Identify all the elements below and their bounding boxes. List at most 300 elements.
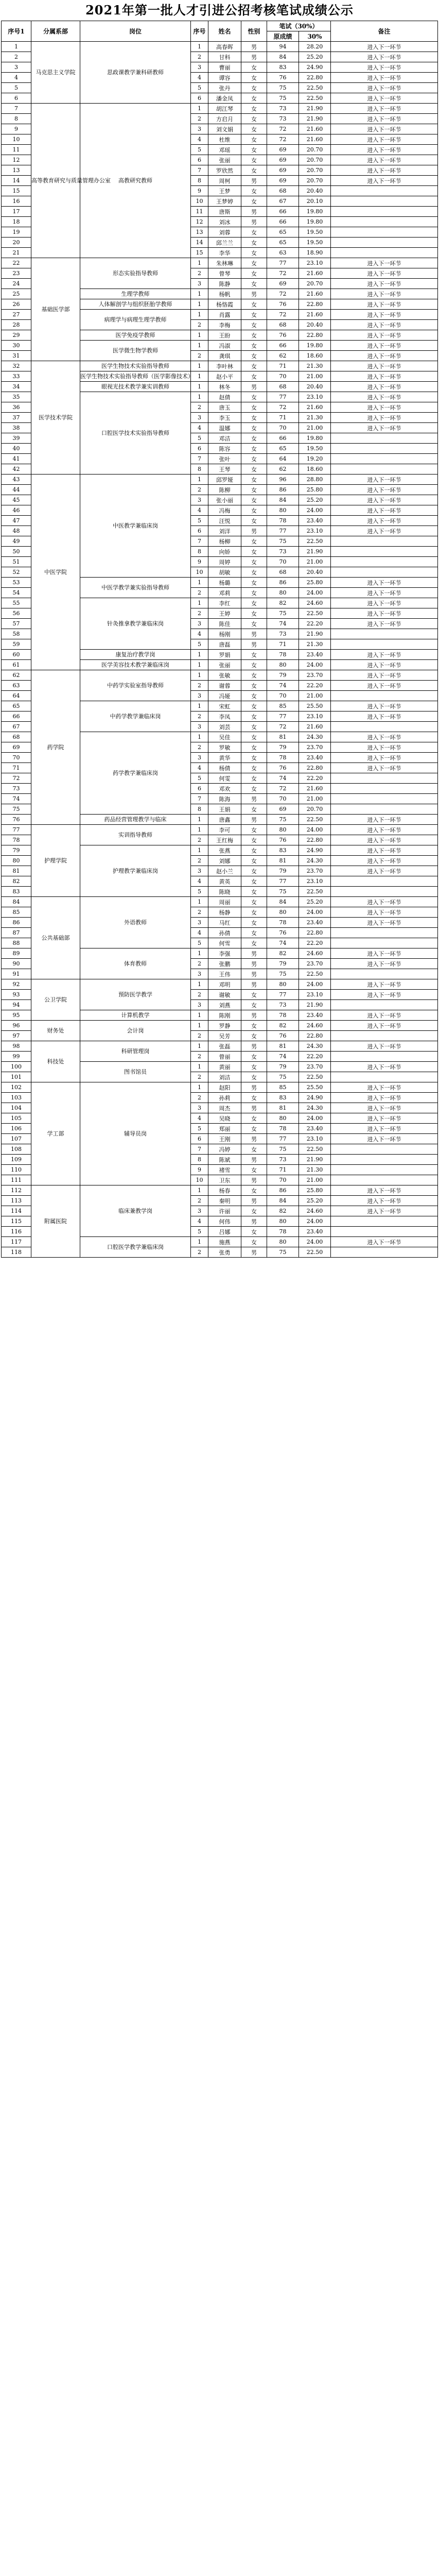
weighted-cell: 20.40: [299, 567, 331, 578]
weighted-cell: 21.00: [299, 423, 331, 433]
name-cell: 胡敏: [208, 567, 241, 578]
result-cell: 进入下一环节: [331, 485, 438, 495]
score-cell: 94: [267, 42, 299, 52]
name-cell: 李强: [208, 948, 241, 959]
score-cell: 75: [267, 887, 299, 897]
name-cell: 冯娅: [208, 691, 241, 701]
score-cell: 74: [267, 773, 299, 784]
name-cell: 王婷: [208, 608, 241, 619]
sex-cell: 男: [241, 289, 267, 299]
row-seq-cell: 100: [2, 1062, 31, 1072]
post-seq-cell: 15: [191, 248, 208, 258]
row-seq-cell: 26: [2, 299, 31, 310]
weighted-cell: 24.00: [299, 505, 331, 516]
weighted-cell: 21.60: [299, 289, 331, 299]
sex-cell: 女: [241, 73, 267, 83]
sex-cell: 女: [241, 155, 267, 165]
name-cell: 张小丽: [208, 495, 241, 505]
score-cell: 83: [267, 845, 299, 856]
weighted-cell: 21.60: [299, 134, 331, 145]
sex-cell: 女: [241, 742, 267, 753]
weighted-cell: 24.00: [299, 1113, 331, 1124]
sex-cell: 女: [241, 464, 267, 474]
post-seq-cell: 7: [191, 794, 208, 804]
weighted-cell: 24.60: [299, 948, 331, 959]
result-cell: 进入下一环节: [331, 124, 438, 134]
sex-cell: 女: [241, 711, 267, 722]
post-cell: 预防医学教学: [80, 979, 191, 1010]
post-cell: 形态实验指导教师: [80, 258, 191, 289]
post-seq-cell: 1: [191, 474, 208, 485]
header-dept: 分属系部: [31, 21, 80, 42]
result-cell: [331, 536, 438, 547]
result-cell: 进入下一环节: [331, 619, 438, 629]
score-cell: 73: [267, 629, 299, 639]
post-seq-cell: 1: [191, 845, 208, 856]
row-seq-cell: 115: [2, 1216, 31, 1227]
name-cell: 赵小平: [208, 371, 241, 382]
score-cell: 71: [267, 361, 299, 371]
score-cell: 80: [267, 588, 299, 598]
result-cell: [331, 186, 438, 196]
row-seq-cell: 19: [2, 227, 31, 238]
post-cell: 会计岗: [80, 1021, 191, 1041]
score-cell: 73: [267, 104, 299, 114]
weighted-cell: 21.30: [299, 413, 331, 423]
weighted-cell: 22.50: [299, 1072, 331, 1082]
row-seq-cell: 66: [2, 711, 31, 722]
weighted-cell: 21.90: [299, 547, 331, 557]
name-cell: 何雯: [208, 773, 241, 784]
row-seq-cell: 64: [2, 691, 31, 701]
score-cell: 80: [267, 1237, 299, 1247]
post-seq-cell: 4: [191, 134, 208, 145]
post-cell: 图书馆员: [80, 1062, 191, 1082]
row-seq-cell: 81: [2, 866, 31, 876]
sex-cell: 女: [241, 238, 267, 248]
sex-cell: 女: [241, 722, 267, 732]
score-cell: 80: [267, 505, 299, 516]
score-cell: 77: [267, 526, 299, 536]
post-seq-cell: 5: [191, 516, 208, 526]
post-seq-cell: 2: [191, 835, 208, 845]
sex-cell: 女: [241, 392, 267, 402]
sex-cell: 女: [241, 93, 267, 104]
row-seq-cell: 71: [2, 763, 31, 773]
score-cell: 78: [267, 650, 299, 660]
row-seq-cell: 90: [2, 959, 31, 969]
post-cell: 外语教师: [80, 897, 191, 948]
post-seq-cell: 5: [191, 938, 208, 948]
sex-cell: 男: [241, 1041, 267, 1052]
weighted-cell: 23.40: [299, 650, 331, 660]
post-seq-cell: 1: [191, 732, 208, 742]
score-cell: 70: [267, 794, 299, 804]
post-cell: 计算机教学: [80, 1010, 191, 1021]
row-seq-cell: 27: [2, 310, 31, 320]
name-cell: 秦明: [208, 1196, 241, 1206]
sex-cell: 女: [241, 660, 267, 670]
post-seq-cell: 1: [191, 701, 208, 711]
name-cell: 黄丽: [208, 1062, 241, 1072]
name-cell: 邓莉: [208, 588, 241, 598]
row-seq-cell: 56: [2, 608, 31, 619]
row-seq-cell: 82: [2, 876, 31, 887]
post-seq-cell: 2: [191, 485, 208, 495]
weighted-cell: 24.30: [299, 1103, 331, 1113]
result-cell: [331, 629, 438, 639]
sex-cell: 女: [241, 258, 267, 268]
table-row: [2, 1185, 438, 1196]
score-cell: 82: [267, 598, 299, 608]
result-cell: [331, 1155, 438, 1165]
row-seq-cell: 52: [2, 567, 31, 578]
sex-cell: 女: [241, 516, 267, 526]
name-cell: 杨倩: [208, 763, 241, 773]
sex-cell: 女: [241, 505, 267, 516]
weighted-cell: 21.90: [299, 1000, 331, 1010]
result-cell: [331, 1000, 438, 1010]
sex-cell: 女: [241, 578, 267, 588]
score-cell: 72: [267, 402, 299, 413]
result-cell: 进入下一环节: [331, 93, 438, 104]
row-seq-cell: 49: [2, 536, 31, 547]
row-seq-cell: 62: [2, 670, 31, 681]
result-cell: 进入下一环节: [331, 83, 438, 93]
row-seq-cell: 48: [2, 526, 31, 536]
name-cell: 潘金凤: [208, 93, 241, 104]
score-cell: 75: [267, 93, 299, 104]
result-cell: 进入下一环节: [331, 608, 438, 619]
name-cell: 冯淑: [208, 341, 241, 351]
post-seq-cell: 3: [191, 969, 208, 979]
post-seq-cell: 1: [191, 979, 208, 990]
result-cell: 进入下一环节: [331, 516, 438, 526]
sex-cell: 女: [241, 619, 267, 629]
weighted-cell: 22.50: [299, 536, 331, 547]
post-cell: 医学美容技术教学兼临床岗: [80, 660, 191, 670]
result-cell: 进入下一环节: [331, 145, 438, 155]
weighted-cell: 25.20: [299, 897, 331, 907]
post-cell: 康复治疗教学岗: [80, 650, 191, 660]
row-seq-cell: 104: [2, 1103, 31, 1113]
row-seq-cell: 11: [2, 145, 31, 155]
name-cell: 吴芳: [208, 1031, 241, 1041]
post-seq-cell: 2: [191, 856, 208, 866]
dept-cell: 公共基础部: [31, 897, 80, 979]
weighted-cell: 22.20: [299, 619, 331, 629]
row-seq-cell: 46: [2, 505, 31, 516]
result-cell: [331, 1031, 438, 1041]
row-seq-cell: 92: [2, 979, 31, 990]
row-seq-cell: 80: [2, 856, 31, 866]
row-seq-cell: 114: [2, 1206, 31, 1216]
sex-cell: 女: [241, 454, 267, 464]
table-row: [2, 258, 438, 268]
name-cell: 温娜: [208, 423, 241, 433]
score-cell: 69: [267, 279, 299, 289]
result-cell: 进入下一环节: [331, 1093, 438, 1103]
score-cell: 80: [267, 907, 299, 918]
result-cell: 进入下一环节: [331, 176, 438, 186]
score-cell: 71: [267, 1165, 299, 1175]
score-cell: 78: [267, 1124, 299, 1134]
sex-cell: 女: [241, 330, 267, 341]
weighted-cell: 21.60: [299, 722, 331, 732]
result-cell: 进入下一环节: [331, 155, 438, 165]
name-cell: 谭容: [208, 73, 241, 83]
result-cell: [331, 1072, 438, 1082]
post-seq-cell: 1: [191, 382, 208, 392]
post-seq-cell: 1: [191, 258, 208, 268]
row-seq-cell: 35: [2, 392, 31, 402]
post-seq-cell: 2: [191, 1196, 208, 1206]
score-cell: 74: [267, 938, 299, 948]
result-cell: 进入下一环节: [331, 361, 438, 371]
post-seq-cell: 2: [191, 742, 208, 753]
post-seq-cell: 5: [191, 1124, 208, 1134]
weighted-cell: 21.60: [299, 784, 331, 794]
row-seq-cell: 42: [2, 464, 31, 474]
name-cell: 李红: [208, 598, 241, 608]
row-seq-cell: 78: [2, 835, 31, 845]
sex-cell: 女: [241, 1000, 267, 1010]
weighted-cell: 22.80: [299, 928, 331, 938]
row-seq-cell: 9: [2, 124, 31, 134]
weighted-cell: 20.10: [299, 196, 331, 207]
weighted-cell: 20.70: [299, 804, 331, 815]
result-cell: 进入下一环节: [331, 1062, 438, 1072]
row-seq-cell: 54: [2, 588, 31, 598]
weighted-cell: 20.40: [299, 186, 331, 196]
post-seq-cell: 9: [191, 557, 208, 567]
post-cell: 中医教学兼临床岗: [80, 474, 191, 578]
row-seq-cell: 14: [2, 176, 31, 186]
sex-cell: 女: [241, 990, 267, 1000]
post-cell: 体育教师: [80, 948, 191, 979]
row-seq-cell: 107: [2, 1134, 31, 1144]
row-seq-cell: 34: [2, 382, 31, 392]
name-cell: 陈容: [208, 444, 241, 454]
post-seq-cell: 2: [191, 320, 208, 330]
row-seq-cell: 84: [2, 897, 31, 907]
sex-cell: 女: [241, 1237, 267, 1247]
name-cell: 李玉: [208, 413, 241, 423]
name-cell: 何雪: [208, 938, 241, 948]
post-seq-cell: 1: [191, 825, 208, 835]
weighted-cell: 21.00: [299, 1175, 331, 1185]
score-cell: 75: [267, 608, 299, 619]
result-cell: [331, 1216, 438, 1227]
header-weighted: 30%: [299, 31, 331, 42]
score-cell: 65: [267, 444, 299, 454]
sex-cell: 女: [241, 1227, 267, 1237]
weighted-cell: 19.50: [299, 444, 331, 454]
post-seq-cell: 2: [191, 1247, 208, 1258]
row-seq-cell: 67: [2, 722, 31, 732]
name-cell: 罗欣然: [208, 165, 241, 176]
name-cell: 周杰: [208, 1103, 241, 1113]
sex-cell: 女: [241, 866, 267, 876]
name-cell: 王琴: [208, 464, 241, 474]
score-cell: 76: [267, 330, 299, 341]
score-cell: 80: [267, 1216, 299, 1227]
name-cell: 张燕: [208, 845, 241, 856]
name-cell: 张鹏: [208, 959, 241, 969]
weighted-cell: 19.80: [299, 341, 331, 351]
result-cell: [331, 1052, 438, 1062]
name-cell: 刘洁: [208, 1072, 241, 1082]
sex-cell: 女: [241, 444, 267, 454]
post-seq-cell: 1: [191, 1082, 208, 1093]
name-cell: 王盼: [208, 330, 241, 341]
result-cell: [331, 804, 438, 815]
name-cell: 方启月: [208, 114, 241, 124]
row-seq-cell: 94: [2, 1000, 31, 1010]
sex-cell: 女: [241, 145, 267, 155]
result-cell: 进入下一环节: [331, 62, 438, 73]
result-cell: 进入下一环节: [331, 763, 438, 773]
name-cell: 周婷: [208, 557, 241, 567]
score-cell: 67: [267, 196, 299, 207]
name-cell: 唐磊: [208, 639, 241, 650]
post-seq-cell: 1: [191, 578, 208, 588]
weighted-cell: 21.90: [299, 104, 331, 114]
weighted-cell: 24.00: [299, 660, 331, 670]
post-cell: 实训指导教师: [80, 825, 191, 845]
post-seq-cell: 5: [191, 1227, 208, 1237]
result-cell: 进入下一环节: [331, 423, 438, 433]
weighted-cell: 22.80: [299, 763, 331, 773]
name-cell: 马红: [208, 918, 241, 928]
score-cell: 70: [267, 423, 299, 433]
score-cell: 79: [267, 1062, 299, 1072]
result-cell: 进入下一环节: [331, 1196, 438, 1206]
sex-cell: 女: [241, 248, 267, 258]
sex-cell: 女: [241, 1052, 267, 1062]
post-seq-cell: 2: [191, 959, 208, 969]
weighted-cell: 21.60: [299, 310, 331, 320]
post-seq-cell: 8: [191, 804, 208, 815]
weighted-cell: 22.20: [299, 681, 331, 691]
name-cell: 郑丽: [208, 1124, 241, 1134]
sex-cell: 女: [241, 402, 267, 413]
header-row: [2, 21, 438, 31]
row-seq-cell: 79: [2, 845, 31, 856]
score-cell: 74: [267, 619, 299, 629]
weighted-cell: 22.20: [299, 938, 331, 948]
post-seq-cell: 6: [191, 93, 208, 104]
result-cell: [331, 784, 438, 794]
row-seq-cell: 113: [2, 1196, 31, 1206]
weighted-cell: 25.50: [299, 1082, 331, 1093]
post-cell: 医学生物技术实验指导教师（医学影像技术）: [80, 371, 191, 382]
weighted-cell: 24.90: [299, 62, 331, 73]
sex-cell: 女: [241, 1113, 267, 1124]
weighted-cell: 24.00: [299, 588, 331, 598]
row-seq-cell: 2: [2, 52, 31, 62]
score-cell: 77: [267, 990, 299, 1000]
weighted-cell: 21.00: [299, 371, 331, 382]
sex-cell: 女: [241, 1206, 267, 1216]
weighted-cell: 22.50: [299, 969, 331, 979]
name-cell: 刘燕: [208, 1000, 241, 1010]
row-seq-cell: 96: [2, 1021, 31, 1031]
sex-cell: 女: [241, 413, 267, 423]
name-cell: 杨璐: [208, 578, 241, 588]
dept-cell: 马克思主义学院: [31, 42, 80, 104]
result-cell: 进入下一环节: [331, 845, 438, 856]
score-cell: 69: [267, 165, 299, 176]
sex-cell: 女: [241, 1031, 267, 1041]
result-cell: [331, 876, 438, 887]
sex-cell: 女: [241, 310, 267, 320]
score-cell: 77: [267, 711, 299, 722]
name-cell: 黄英: [208, 876, 241, 887]
result-cell: 进入下一环节: [331, 392, 438, 402]
weighted-cell: 22.50: [299, 887, 331, 897]
sex-cell: 女: [241, 341, 267, 351]
name-cell: 杨柳: [208, 536, 241, 547]
score-cell: 75: [267, 1247, 299, 1258]
dept-cell: 药学院: [31, 670, 80, 825]
weighted-cell: 23.40: [299, 918, 331, 928]
row-seq-cell: 102: [2, 1082, 31, 1093]
weighted-cell: 22.50: [299, 1247, 331, 1258]
result-cell: 进入下一环节: [331, 1185, 438, 1196]
row-seq-cell: 63: [2, 681, 31, 691]
name-cell: 陈刚: [208, 1010, 241, 1021]
result-cell: 进入下一环节: [331, 52, 438, 62]
name-cell: 胡江琴: [208, 104, 241, 114]
sex-cell: 女: [241, 567, 267, 578]
name-cell: 张丹: [208, 83, 241, 93]
row-seq-cell: 21: [2, 248, 31, 258]
sex-cell: 男: [241, 217, 267, 227]
result-cell: [331, 567, 438, 578]
score-cell: 81: [267, 732, 299, 742]
weighted-cell: 21.90: [299, 629, 331, 639]
weighted-cell: 21.60: [299, 124, 331, 134]
row-seq-cell: 28: [2, 320, 31, 330]
row-seq-cell: 95: [2, 1010, 31, 1021]
dept-cell: 财务处: [31, 1021, 80, 1041]
post-seq-cell: 6: [191, 784, 208, 794]
header-name: 姓名: [208, 21, 241, 42]
result-cell: 进入下一环节: [331, 990, 438, 1000]
weighted-cell: 21.30: [299, 639, 331, 650]
score-cell: 75: [267, 536, 299, 547]
post-cell: 口腔医学技术实验指导教师: [80, 392, 191, 474]
header-score: 原成绩: [267, 31, 299, 42]
weighted-cell: 24.60: [299, 1206, 331, 1216]
name-cell: 褚雪: [208, 1165, 241, 1175]
score-cell: 72: [267, 124, 299, 134]
result-cell: 进入下一环节: [331, 918, 438, 928]
weighted-cell: 22.80: [299, 1031, 331, 1041]
weighted-cell: 22.50: [299, 608, 331, 619]
sex-cell: 男: [241, 969, 267, 979]
result-cell: 进入下一环节: [331, 268, 438, 279]
row-seq-cell: 16: [2, 196, 31, 207]
name-cell: 朱林琳: [208, 258, 241, 268]
post-cell: 病理学与病理生理学教师: [80, 310, 191, 330]
name-cell: 孙倩: [208, 928, 241, 938]
weighted-cell: 23.70: [299, 742, 331, 753]
post-seq-cell: 4: [191, 505, 208, 516]
row-seq-cell: 109: [2, 1155, 31, 1165]
weighted-cell: 24.90: [299, 845, 331, 856]
